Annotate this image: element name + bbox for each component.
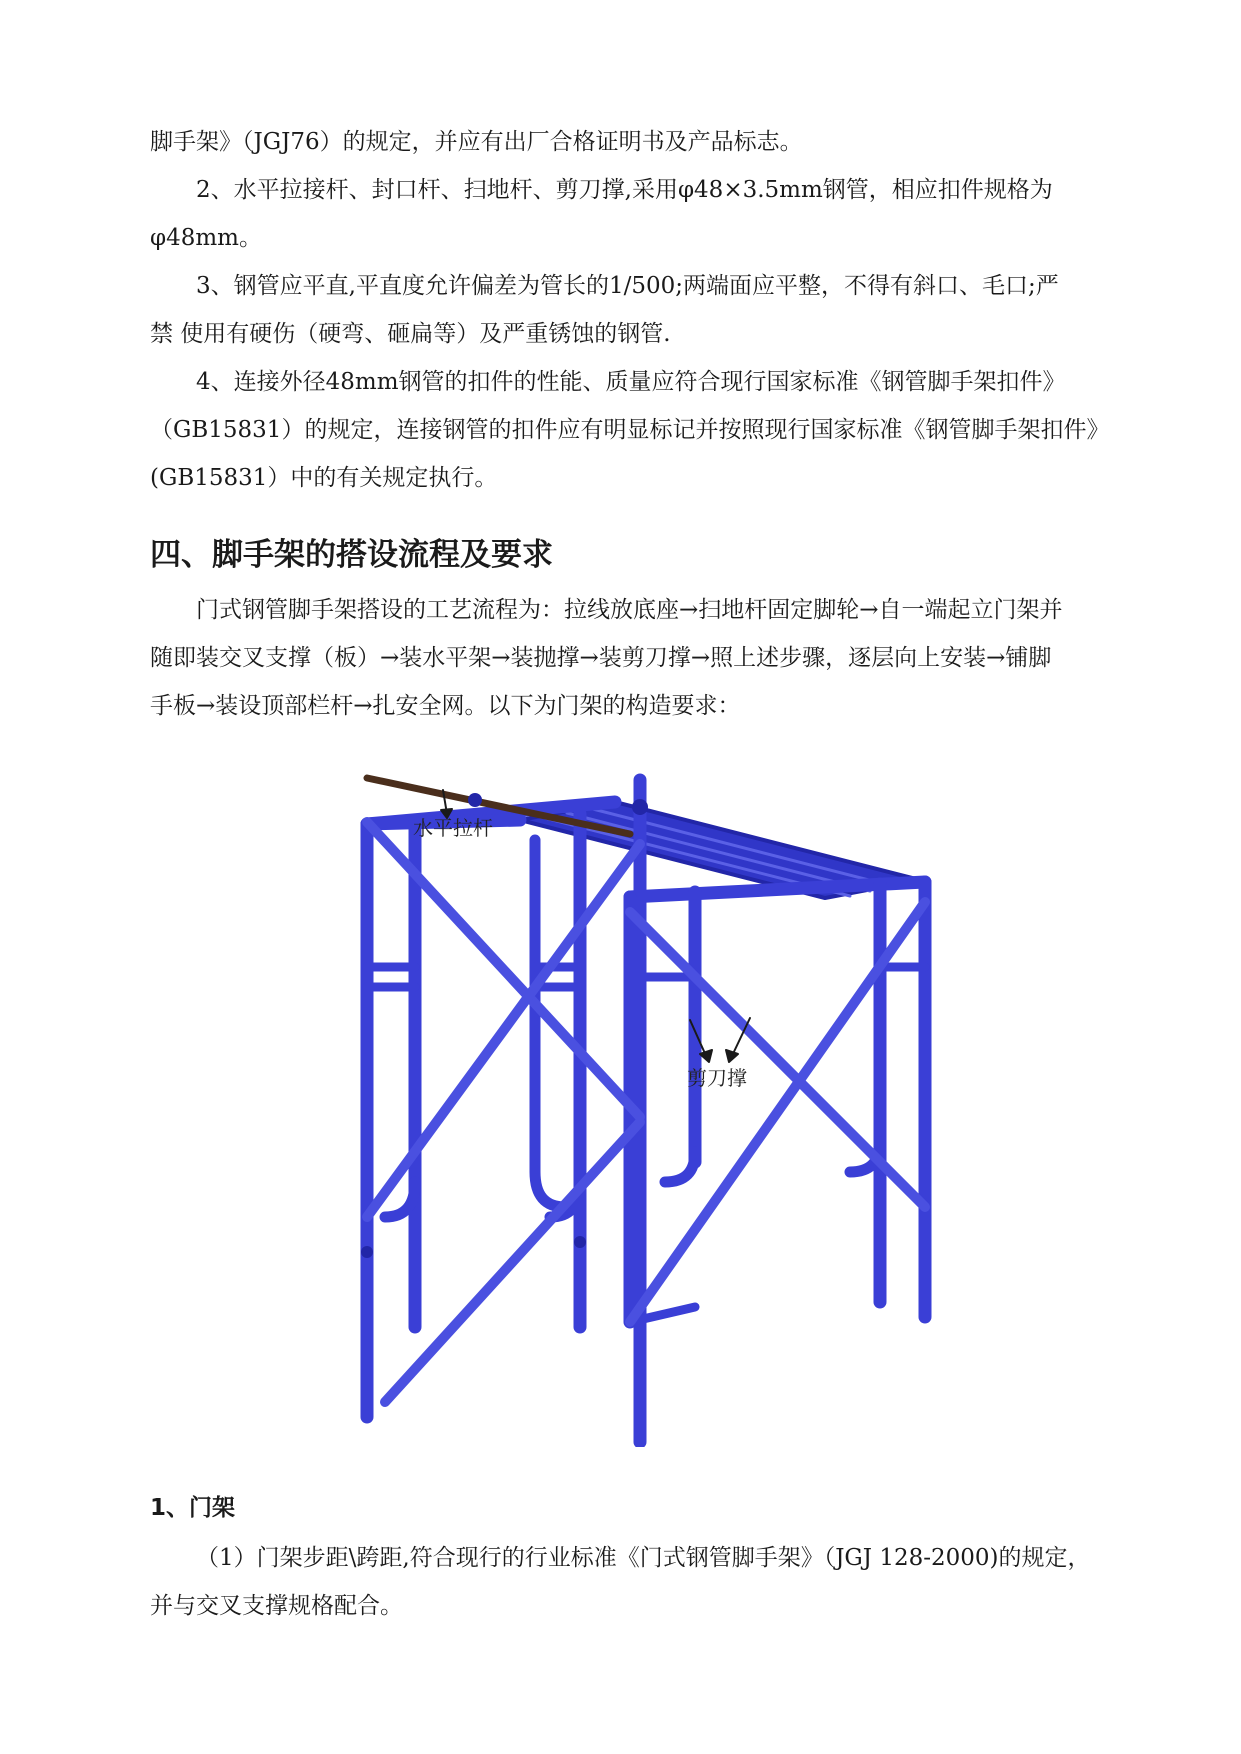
cross-brace-label: 剪刀撑 xyxy=(687,1066,747,1090)
subsection-heading: 1、门架 xyxy=(150,1495,236,1521)
paragraph-line: 随即装交叉支撑（板）→装水平架→装抛撑→装剪刀撑→照上述步骤，逐层向上安装→铺脚 xyxy=(150,645,1052,671)
paragraph-line: 4、连接外径48mm钢管的扣件的性能、质量应符合现行国家标准《钢管脚手架扣件》 xyxy=(196,369,1066,395)
paragraph-line: 手板→装设顶部栏杆→扎安全网。以下为门架的构造要求： xyxy=(150,693,741,719)
door-frame-scaffold-figure xyxy=(355,762,955,1447)
paragraph-line: 并与交叉支撑规格配合。 xyxy=(150,1593,403,1619)
paragraph-line: 门式钢管脚手架搭设的工艺流程为：拉线放底座→扫地杆固定脚轮→自一端起立门架并 xyxy=(196,597,1063,623)
paragraph-line: 禁 使用有硬伤（硬弯、砸扁等）及严重锈蚀的钢管. xyxy=(150,321,671,347)
paragraph-line: (GB15831）中的有关规定执行。 xyxy=(150,465,498,491)
paragraph-line: 脚手架》（JGJ76）的规定，并应有出厂合格证明书及产品标志。 xyxy=(150,129,803,155)
paragraph-line: （GB15831）的规定，连接钢管的扣件应有明显标记并按照现行国家标准《钢管脚手架扣件》 xyxy=(150,417,1110,443)
paragraph-line: φ48mm。 xyxy=(150,225,262,251)
horizontal-bar-label: 水平拉杆 xyxy=(413,816,493,840)
paragraph-line: （1）门架步距\跨距,符合现行的行业标准《门式钢管脚手架》（JGJ 128-2000)的规定， xyxy=(196,1545,1091,1571)
paragraph-line: 2、水平拉接杆、封口杆、扫地杆、剪刀撑,采用φ48×3.5mm钢管，相应扣件规格为 xyxy=(196,177,1053,203)
section-heading: 四、脚手架的搭设流程及要求 xyxy=(150,537,553,573)
paragraph-line: 3、钢管应平直,平直度允许偏差为管长的1/500;两端面应平整，不得有斜口、毛口;严 xyxy=(196,273,1059,299)
